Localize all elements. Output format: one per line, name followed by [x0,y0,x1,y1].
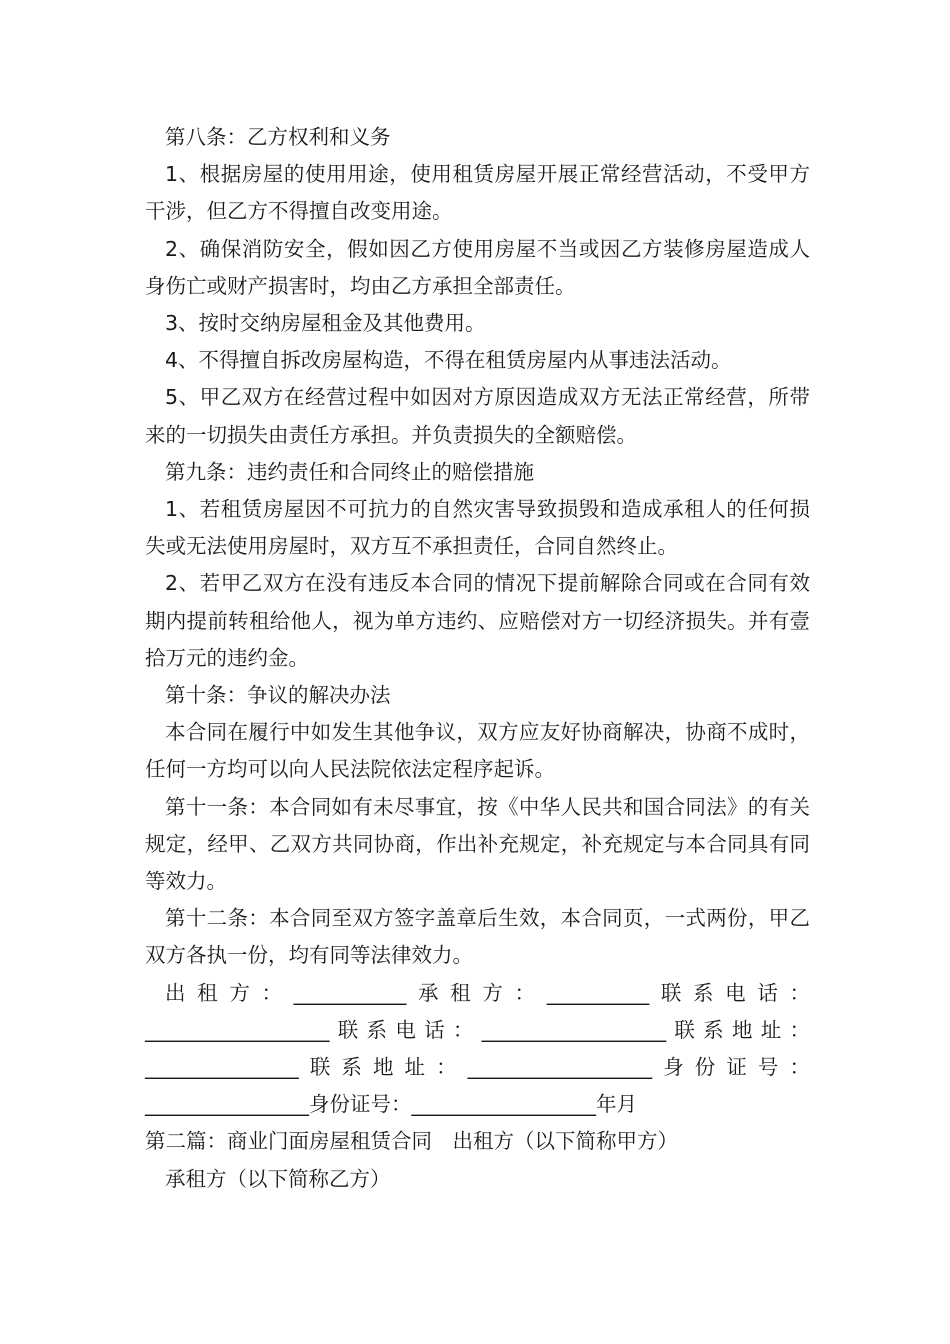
article-8-item-1: 1、根据房屋的使用用途，使用租赁房屋开展正常经营活动，不受甲方干涉，但乙方不得擅自改变用途。 [145,162,810,224]
second-part-title: 第二篇：商业门面房屋租赁合同 出租方（以下简称甲方） [145,1129,678,1154]
article-8-item-3: 3、按时交纳房屋租金及其他费用。 [165,311,486,336]
article-12: 第十二条：本合同至双方签字盖章后生效，本合同页，一式两份，甲乙双方各执一份，均有同等法律效力。 [145,906,810,968]
article-8-heading: 第八条：乙方权利和义务 [165,125,391,149]
article-11: 第十一条：本合同如有未尽事宜，按《中华人民共和国合同法》的有关规定，经甲、乙双方共同协商，作出补充规定，补充规定与本合同具有同等效力。 [145,794,810,894]
signature-block: 出租方：___________承租方：__________联系电话：__________________联系电话：__________________联系地址：_______________联系地址：__________________身份证号：________________身份证号：__________________年月 [145,980,810,1117]
article-8-item-4: 4、不得擅自拆改房屋构造，不得在租赁房屋内从事违法活动。 [165,348,732,373]
article-10-heading: 第十条：争议的解决办法 [165,683,391,708]
article-9-item-1: 1、若租赁房屋因不可抗力的自然灾害导致损毁和造成承租人的任何损失或无法使用房屋时，双方互不承担责任，合同自然终止。 [145,497,810,559]
article-9-item-2: 2、若甲乙双方在没有违反本合同的情况下提前解除合同或在合同有效期内提前转租给他人，视为单方违约、应赔偿对方一切经济损失。并有壹拾万元的违约金。 [145,571,810,670]
article-10-body: 本合同在履行中如发生其他争议，双方应友好协商解决，协商不成时，任何一方均可以向人民法院依法定程序起诉。 [145,720,810,782]
article-9-heading: 第九条：违约责任和合同终止的赔偿措施 [165,459,534,484]
lessee-line: 承租方（以下简称乙方） [165,1166,391,1191]
article-8-item-2: 2、确保消防安全，假如因乙方使用房屋不当或因乙方装修房屋造成人身伤亡或财产损害时，均由乙方承担全部责任。 [145,236,810,298]
document-page [145,119,810,1198]
article-8-item-5: 5、甲乙双方在经营过程中如因对方原因造成双方无法正常经营，所带来的一切损失由责任方承担。并负责损失的全额赔偿。 [145,385,810,447]
